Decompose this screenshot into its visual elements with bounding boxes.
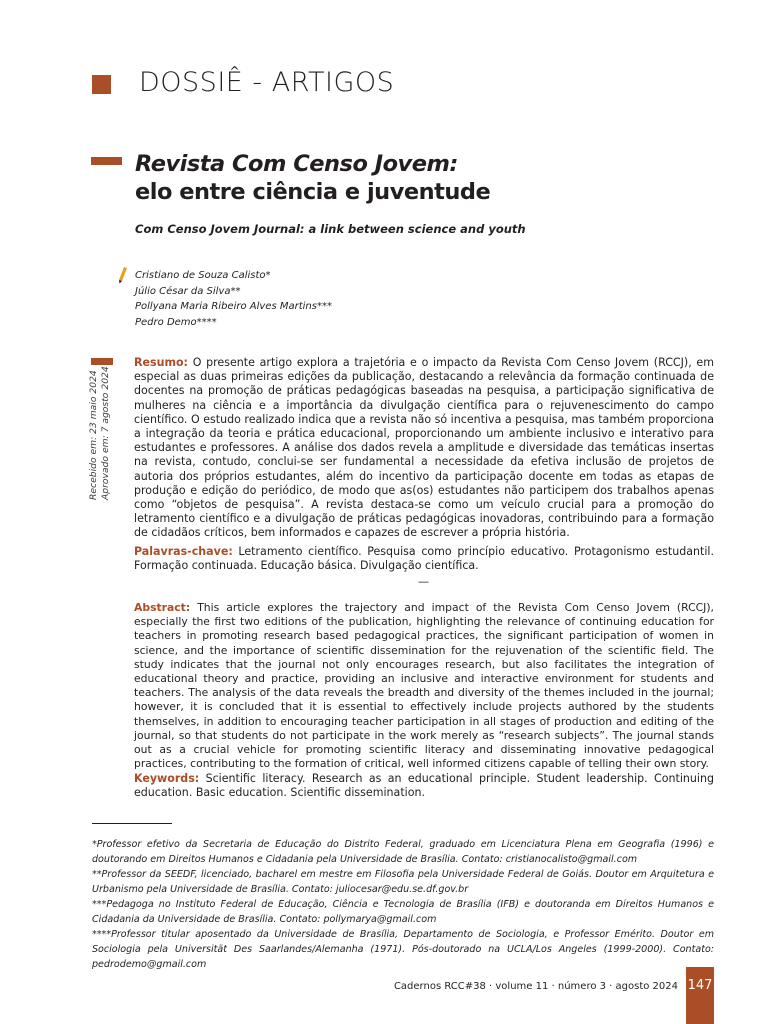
author-name: Júlio César da Silva** xyxy=(135,285,241,297)
palavras-chave-text: Letramento científico. Pesquisa como princípio educativo. Protagonismo estudantil. Formação continuada. Educação básica. Divulgação científica. xyxy=(134,545,714,573)
footnote: *Professor efetivo da Secretaria de Educação do Distrito Federal, graduado em Licenciatura Plena em Geografia (1996) e doutorando em Direitos Humanos e Cidadania pela Universidade de Brasília. Contato: cristianocalisto@gmail.com xyxy=(92,839,714,865)
article-title xyxy=(135,150,490,206)
pencil-icon xyxy=(118,266,128,284)
abstract-text: This article explores the trajectory and impact of the Revista Com Censo Jovem (RCCJ), especially the first two editions of the publication, highlighting the relevance of continuing education for teachers in promoting research based pedagogical practices, the significant participation of women in science, and the importance of scientific dissemination for the rejuvenation of the scientific field. The study indicates that the journal not only encourages research, but also facilitates the integration of educational theory and practice, providing an inclusive and interactive environment for students and teachers. The analysis of the data reveals the breadth and diversity of the themes included in the journal; however, it is concluded that it is essential to effectively include projects authored by the students themselves, in addition to encouraging teacher participation in all stages of production and editing of the journal, so that students do not participate in the work merely as “research subjects”. The journal stands out as a crucial vehicle for promoting scientific literacy and disseminating innovative pedagogical practices, contributing to the formation of critical, well informed citizens capable of telling their own story. xyxy=(134,601,714,771)
author-name: Pollyana Maria Ribeiro Alves Martins*** xyxy=(135,301,332,312)
journal-footer: Cadernos RCC#38 · volume 11 · número 3 · agosto 2024 xyxy=(393,981,678,992)
resumo-paragraph xyxy=(134,356,714,541)
title-marker xyxy=(91,157,122,165)
page-number-box xyxy=(686,967,714,1024)
abstract-paragraph xyxy=(134,601,714,771)
palavras-chave-paragraph xyxy=(134,545,714,573)
author-list xyxy=(135,268,332,330)
footnotes xyxy=(92,838,714,973)
keywords-paragraph xyxy=(134,772,714,800)
page-number: 147 xyxy=(687,978,713,993)
section-separator: — xyxy=(418,575,429,588)
keywords-text: Scientific literacy. Research as an educational principle. Student leadership. Continuing education. Basic education. Scientific dissemination. xyxy=(134,772,714,800)
section-marker xyxy=(92,75,111,94)
submission-dates xyxy=(88,366,118,500)
english-title: Com Censo Jovem Journal: a link between science and youth xyxy=(135,222,526,236)
palavras-chave-label: Palavras-chave: xyxy=(134,545,233,558)
keywords-label: Keywords: xyxy=(134,772,200,785)
resumo-label: Resumo: xyxy=(134,356,188,369)
received-date: Recebido em: 23 maio 2024 xyxy=(88,370,99,500)
article-title-line2: elo entre ciência e juventude xyxy=(135,179,491,205)
resumo-text: O presente artigo explora a trajetória e o impacto da Revista Com Censo Jovem (RCCJ), em especial as duas primeiras edições da publicação, destacando a relevância da formação continuada de docentes na promoção de práticas pedagógicas baseadas na pesquisa, a participação significativa de mulheres na ciência e a importância da divulgação científica para o rejuvenescimento do campo científico. O estudo realizado indica que a revista não só incentiva a pesquisa, mas também proporciona a integração da teoria e prática educacional, proporcionando um ambiente inclusivo e interativo para estudantes e professores. A análise dos dados revela a amplitude e diversidade das temáticas insertas na revista, contudo, conclui-se ser fundamental a necessidade da efetiva inclusão de projetos de autoria dos próprios estudantes, além do incentivo da participação docente em todas as etapas de produção e edição do periódico, de modo que as(os) estudantes não participem dos trabalhos apenas como “objetos de pesquisa”. A revista destaca-se como um veículo crucial para a promoção do letramento científico e a divulgação de práticas pedagógicas inovadoras, contribuindo para a formação de cidadãos críticos, bem informados e capazes de escrever a própria história. xyxy=(134,356,714,540)
footnote: ****Professor titular aposentado da Universidade de Brasília, Departamento de Sociologia, e Professor Emérito. Doutor em Sociologia pela Universität Des Saarlandes/Alemanha (1971). Pós-doutorado na UCLA/Los Angeles (1999-2000). Contato: pedrodemo@gmail.com xyxy=(92,929,714,970)
footnote-divider xyxy=(92,823,172,824)
footnote: ***Pedagoga no Instituto Federal de Educação, Ciência e Tecnologia de Brasília (IFB) e doutoranda em Direitos Humanos e Cidadania da Universidade de Brasília. Contato: pollymarya@gmail.com xyxy=(92,899,714,925)
approved-date: Aprovado em: 7 agosto 2024 xyxy=(100,366,111,500)
section-title: DOSSIÊ - ARTIGOS xyxy=(139,67,395,98)
dates-marker xyxy=(91,358,113,365)
footnote: **Professor da SEEDF, licenciado, bacharel em mestre em Filosofia pela Universidade Federal de Goiás. Doutor em Arquitetura e Urbanismo pela Universidade de Brasília. Contato: juliocesar@edu.se.df.gov.br xyxy=(92,869,714,895)
abstract-label: Abstract: xyxy=(134,601,191,614)
author-name: Cristiano de Souza Calisto* xyxy=(135,270,271,281)
author-name: Pedro Demo**** xyxy=(135,316,217,328)
article-title-line1: Revista Com Censo Jovem: xyxy=(135,151,458,177)
